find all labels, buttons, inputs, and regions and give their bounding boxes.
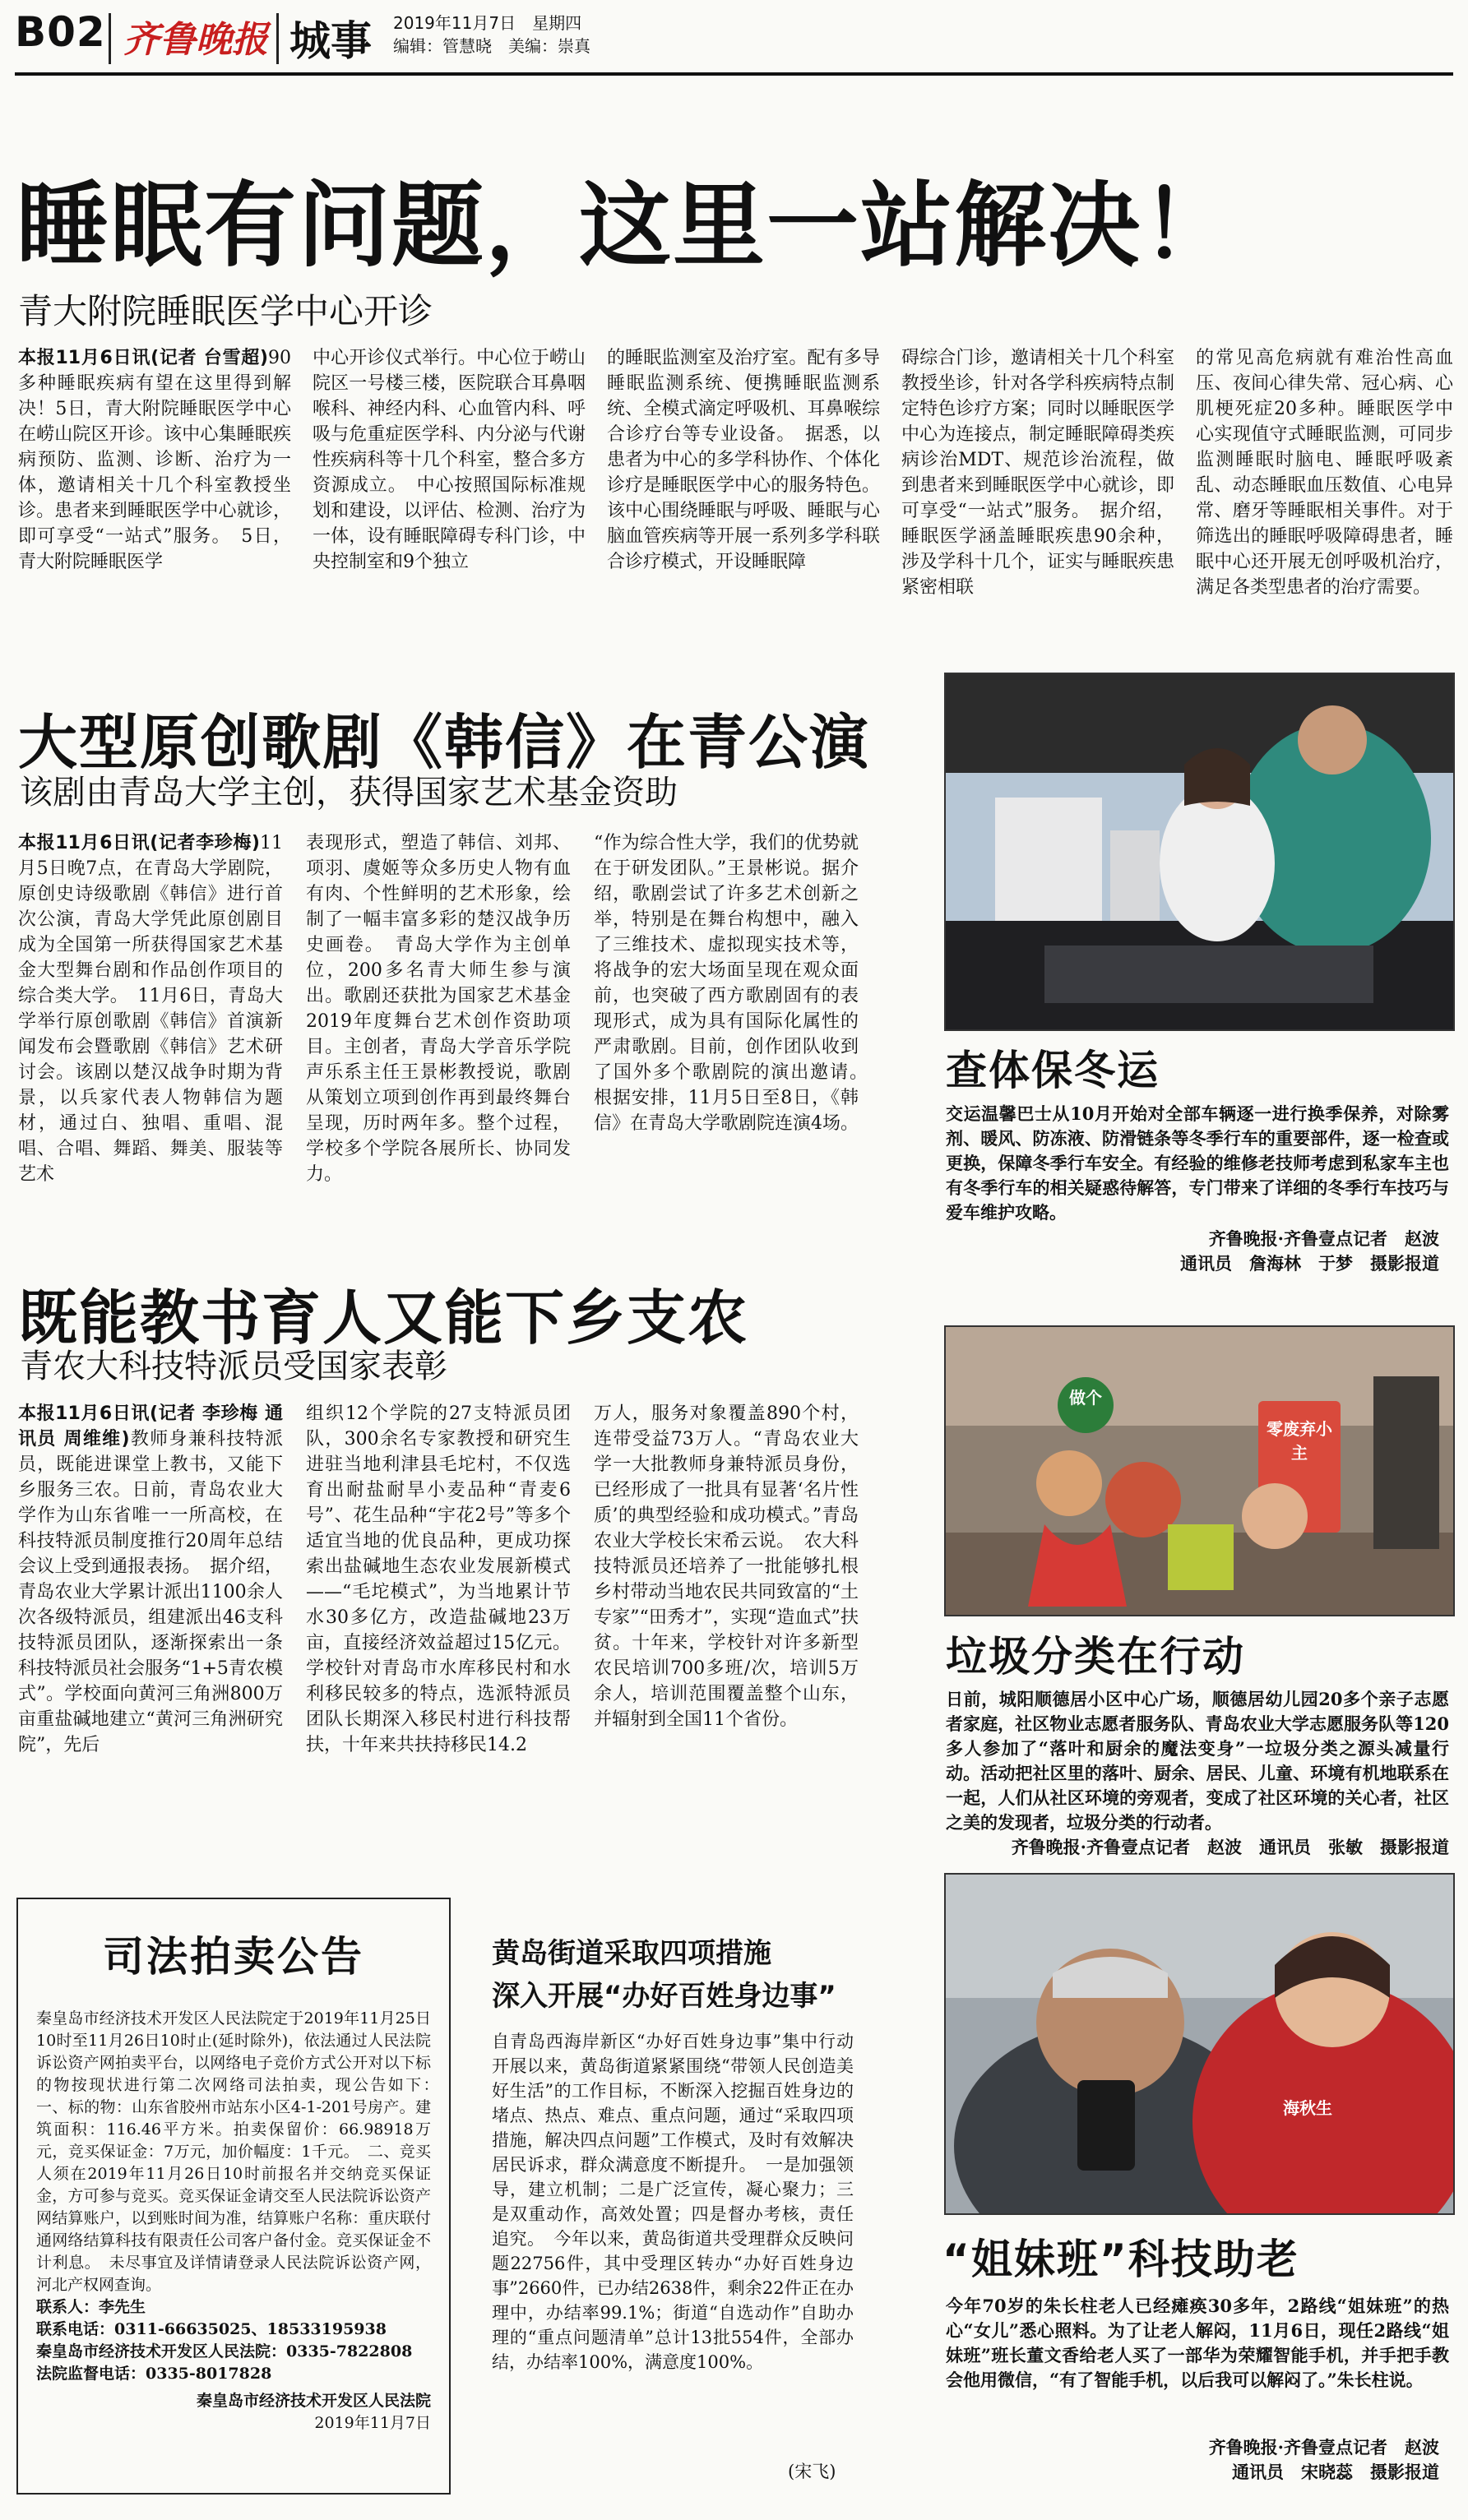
story3-headline: 既能教书育人又能下乡支农 — [18, 1283, 749, 1352]
editor-line: 编辑：管慧晓 美编：崇真 — [393, 36, 590, 56]
notice-title: 司法拍卖公告 — [103, 1933, 364, 1981]
story1-col1: 本报11月6日讯(记者 台雪超)90多种睡眠疾病有望在这里得到解决！5日，青大附院睡眠医学中心在崂山院区开诊。该中心集睡眠疾病预防、监测、诊断、治疗为一体，邀请相关十几个科室教授坐诊。患者来到睡眠医学中心就诊，即可享受“一站式”服务。 5日，青大附院睡眠医学 — [18, 348, 291, 572]
story2-byline: 本报11月6日讯(记者李珍梅) — [18, 833, 260, 853]
photo-sign-text: 零废弃小主 — [1267, 1419, 1332, 1463]
story2-headline: 大型原创歌剧《韩信》在青公演 — [18, 708, 871, 777]
photo-elder-smartphone — [944, 1873, 1455, 2215]
story2-col2: 表现形式，塑造了韩信、刘邦、项羽、虞姬等众多历史人物有血有肉、个性鲜明的艺术形象，绘制了一幅丰富多彩的楚汉战争历史画卷。 青岛大学作为主创单位，200多名青大师生参与演出。歌剧还获批为国家艺术基金2019年度舞台艺术创作资助项目。主创者，青岛大学音乐学院声乐系主任王景彬教授说，歌剧从策划立项到创作再到最终舞台呈现，历时两年多。整个过程，学校多个学院各展所长、协同发力。 — [306, 833, 571, 1185]
vest-text: 海秋生 — [1283, 2098, 1332, 2118]
story1-col2: 中心开诊仪式举行。中心位于崂山院区一号楼三楼，医院联合耳鼻咽喉科、神经内科、心血管内科、呼吸与危重症医学科、内分泌与代谢性疾病科等十几个科室，整合多方资源成立。 中心按照国际标准规划和建设，以评估、检测、治疗为一体，设有睡眠障碍专科门诊，中央控制室和9个独立 — [313, 348, 586, 572]
story3-col3: 万人，服务对象覆盖890个村，连带受益73万人。“青岛农业大学一大批教师身兼特派员身份，已经形成了一批具有显著‘名片性质’的典型经验和成功模式。”青岛农业大学校长宋希云说。 农大科技特派员还培养了一批能够扎根乡村带动当地农民共同致富的“土专家”“田秀才”，实现“造血式”扶贫。十年来，学校针对许多新型农民培训700多班/次，培训5万余人，培训范围覆盖整个山东，并辐射到全国11个省份。 — [594, 1403, 859, 1730]
header-divider — [276, 13, 279, 64]
side2-body: 日前，城阳顺德居小区中心广场，顺德居幼儿园20多个亲子志愿者家庭，社区物业志愿者服务队、青岛农业大学志愿服务队等120多人参加了“落叶和厨余的魔法变身”一垃圾分类之源头减量行动。活动把社区里的落叶、厨余、居民、儿童、环境有机地联系在一起，人们从社区环境的旁观者，变成了社区环境的关心者，社区之美的发现者，垃圾分类的行动者。 — [946, 1689, 1449, 1833]
story3-subtitle: 青农大科技特派员受国家表彰 — [20, 1348, 447, 1385]
judicial-auction-notice — [16, 1898, 451, 2495]
side1-title: 查体保冬运 — [946, 1047, 1160, 1094]
story1-headline: 睡眠有问题，这里一站解决！ — [16, 173, 1235, 280]
story2-subtitle: 该剧由青岛大学主创，获得国家艺术基金资助 — [20, 774, 678, 811]
story4-headline: 黄岛街道采取四项措施 深入开展“办好百姓身边事” — [492, 1937, 836, 2013]
notice-signature: 秦皇岛市经济技术开发区人民法院 — [196, 2392, 431, 2410]
story4-credit: (宋飞) — [788, 2462, 836, 2481]
page-number: B02 — [15, 8, 106, 56]
side1-body: 交运温馨巴士从10月开始对全部车辆逐一进行换季保养，对除雾剂、暖风、防冻液、防滑链条等冬季行车的重要部件，逐一检查或更换，保障冬季行车安全。有经验的维修老技师考虑到私家车主也有冬季行车的相关疑惑待解答，专门带来了详细的冬季行车技巧与爱车维护攻略。 — [946, 1103, 1449, 1223]
notice-date: 2019年11月7日 — [314, 2414, 431, 2432]
story4-body: 自青岛西海岸新区“办好百姓身边事”集中行动开展以来，黄岛街道紧紧围绕“带领人民创造美好生活”的工作目标，不断深入挖掘百姓身边的堵点、热点、难点、重点问题，通过“采取四项措施，解决四点问题”工作模式，及时有效解决居民诉求，群众满意度不断提升。 一是加强领导，建立机制；二是广泛宣传，凝心聚力；三是双重动作，高效处置；四是督办考核，责任追究。 今年以来，黄岛街道共受理群众反映问题22756件，其中受理区转办“办好百姓身边事”2660件，已办结2638件，剩余22件正在办理中，办结率99.1%；街道“自选动作”自助办理的“重点问题清单”总计13批554件，全部办结，办结率100%，满意度100%。 — [492, 2032, 854, 2372]
story2-col3: “作为综合性大学，我们的优势就在于研发团队。”王景彬说。据介绍，歌剧尝试了许多艺术创新之举，特别是在舞台构想中，融入了三维技术、虚拟现实技术等，将战争的宏大场面呈现在观众面前，也突破了西方歌剧固有的表现形式，成为具有国际化属性的严肃歌剧。目前，创作团队收到了国外多个歌剧院的演出邀请。 根据安排，11月5日至8日，《韩信》在青岛大学歌剧院连演4场。 — [594, 833, 878, 1134]
photo-sign-text: 做个 — [1069, 1388, 1102, 1408]
story1-col5: 的常见高危病就有难治性高血压、夜间心律失常、冠心病、心肌梗死症20多种。睡眠医学中心实现值守式睡眠监测，可同步监测睡眠时脑电、睡眠呼吸紊乱、动态睡眠血压数值、心电异常、磨牙等睡眠相关事件。对于筛选出的睡眠呼吸障碍患者，睡眠中心还开展无创呼吸机治疗，满足各类型患者的治疗需要。 — [1196, 348, 1453, 598]
story2-col1: 本报11月6日讯(记者李珍梅)11月5日晚7点，在青岛大学剧院，原创史诗级歌剧《韩信》进行首次公演，青岛大学凭此原创剧目成为全国第一所获得国家艺术基金大型舞台剧和作品创作项目的综合类大学。 11月6日，青岛大学举行原创歌剧《韩信》首演新闻发布会暨歌剧《韩信》艺术研讨会。该剧以楚汉战争时期为背景，以兵家代表人物韩信为题材，通过白、独唱、重唱、混唱、合唱、舞蹈、舞美、服装等艺术 — [18, 833, 283, 1185]
side3-credit: 齐鲁晚报·齐鲁壹点记者 赵波 通讯员 宋晓蕊 摄影报道 — [1208, 2437, 1439, 2482]
notice-phones: 联系电话：0311-66635025、18533195938 — [36, 2320, 387, 2338]
notice-contact: 联系人：李先生 — [36, 2298, 146, 2316]
issue-date: 2019年11月7日 星期四 — [393, 13, 582, 33]
side3-body: 今年70岁的朱长柱老人已经瘫痪30多年，2路线“姐妹班”的热心“女儿”悉心照料。为了让老人解闷，11月6日，现任2路线“姐妹班”班长董文香给老人买了一部华为荣耀智能手机，并手把手教会他用微信，“有了智能手机，以后我可以解闷了。”朱长柱说。 — [946, 2296, 1449, 2390]
side3-title: “姐妹班”科技助老 — [942, 2236, 1299, 2283]
header-meta — [393, 12, 590, 58]
side1-credit: 齐鲁晚报·齐鲁壹点记者 赵波 通讯员 詹海林 于梦 摄影报道 — [1180, 1228, 1439, 1274]
photo-garbage-sorting — [944, 1325, 1455, 1616]
notice-supervision-phone: 法院监督电话：0335-8017828 — [36, 2365, 272, 2383]
story1-col3: 的睡眠监测室及治疗室。配有多导睡眠监测系统、便携睡眠监测系统、全模式滴定呼吸机、耳鼻喉综合诊疗台等专业设备。 据悉，以患者为中心的多学科协作、个体化诊疗是睡眠医学中心的服务特色。该中心围绕睡眠与呼吸、睡眠与心脑血管疾病等开展一系列多学科联合诊疗模式，开设睡眠障 — [607, 348, 880, 572]
section-name: 城事 — [289, 17, 372, 65]
side2-title: 垃圾分类在行动 — [946, 1633, 1245, 1681]
story1-byline: 本报11月6日讯(记者 台雪超) — [18, 348, 268, 368]
notice-body: 秦皇岛市经济技术开发区人民法院定于2019年11月25日10时至11月26日10时止(延时除外)，依法通过人民法院诉讼资产网拍卖平台，以网络电子竞价方式公开对以下标的物按现状进行第二次网络司法拍卖，现公告如下： 一、标的物：山东省胶州市站东小区4-1-201号房产。建筑面积：116.46平方米。拍卖保留价：66.98918万元，竞买保证金：7万元，加价幅度：1千元。 二、竞买人须在2019年11月26日10时前报名并交纳竞买保证金，方可参与竞买。竞买保证金请交至人民法院诉讼资产网结算账户，以到账时间为准，结算账户名称：重庆联付通网络结算科技有限责任公司客户备付金。竞买保证金不计利息。 未尽事宜及详情请登录人民法院诉讼资产网，河北产权网查询。 — [36, 2009, 447, 2294]
story1-col4: 碍综合门诊，邀请相关十几个科室教授坐诊，针对各学科疾病特点制定特色诊疗方案；同时以睡眠医学中心为连接点，制定睡眠障碍类疾病诊治MDT、规范诊治流程，做到患者来到睡眠医学中心就诊，即可享受“一站式”服务。 据介绍，睡眠医学涵盖睡眠疾患90余种，涉及学科十几个，证实与睡眠疾患紧密相联 — [901, 348, 1174, 598]
newspaper-logo: 齐鲁晚报 — [123, 19, 268, 61]
header-divider — [109, 13, 111, 64]
notice-court-phone: 秦皇岛市经济技术开发区人民法院：0335-7822808 — [36, 2342, 413, 2360]
story3-col2: 组织12个学院的27支特派员团队，300余名专家教授和研究生进驻当地利津县毛坨村，不仅选育出耐盐耐旱小麦品种“青麦6号”、花生品种“宇花2号”等多个适宜当地的优良品种，更成功探索出盐碱地生态农业发展新模式——“毛坨模式”，为当地累计节水30多亿方，改造盐碱地23万亩，直接经济效益超过15亿元。学校针对青岛市水库移民村和水利移民较多的特点，选派特派员团队长期深入移民村进行科技帮扶，十年来共扶持移民14.2 — [306, 1403, 571, 1755]
header-rule — [15, 72, 1453, 76]
story3-col1: 本报11月6日讯(记者 李珍梅 通讯员 周维维)教师身兼科技特派员，既能进课堂上教书，又能下乡服务三农。日前，青岛农业大学作为山东省唯一一所高校，在科技特派员制度推行20周年总结会议上受到通报表扬。 据介绍，青岛农业大学累计派出1100余人次各级特派员，组建派出46支科技特派员团队，逐渐探索出一条科技特派员社会服务“1+5青农模式”。学校面向黄河三角洲800万亩重盐碱地建立“黄河三角洲研究院”，先后 — [18, 1403, 283, 1755]
side2-credit: 齐鲁晚报·齐鲁壹点记者 赵波 通讯员 张敏 摄影报道 — [1011, 1837, 1449, 1857]
story1-subtitle: 青大附院睡眠医学中心开诊 — [18, 291, 433, 331]
story3-byline: 本报11月6日讯(记者 李珍梅 通讯员 周维维) — [18, 1403, 283, 1450]
photo-car-inspection — [944, 673, 1455, 1031]
